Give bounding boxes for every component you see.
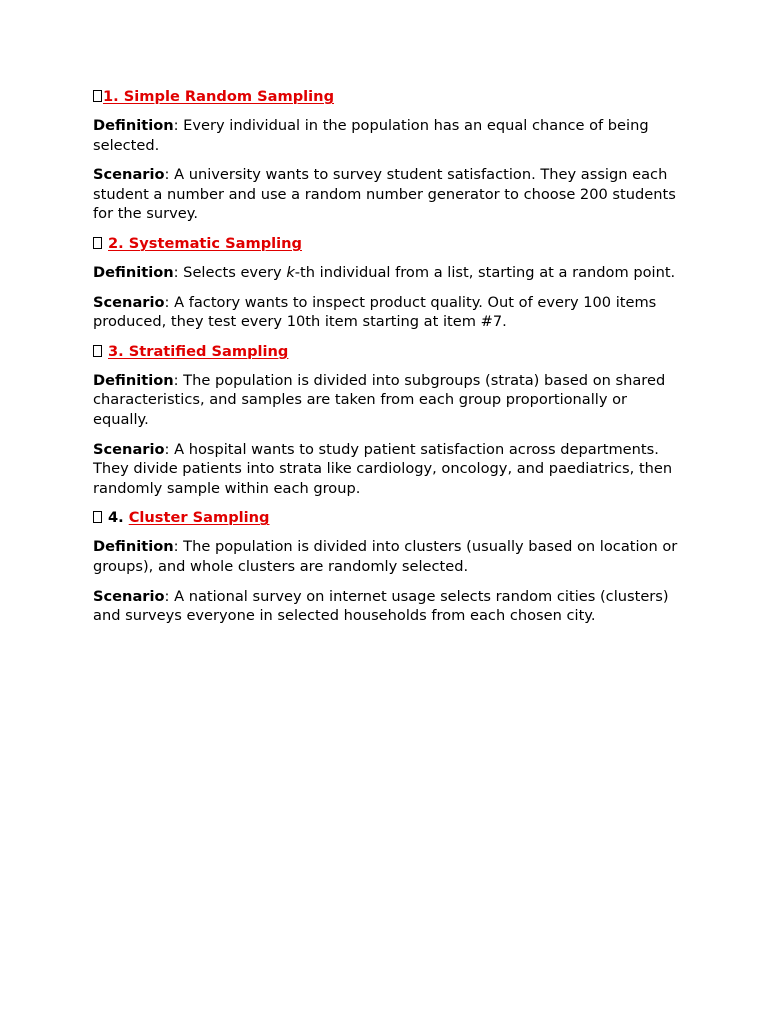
section-heading-systematic xyxy=(93,234,683,253)
section-link-stratified[interactable]: 3. Stratified Sampling xyxy=(108,342,289,360)
definition-text-end: -th individual from a list, starting at a random point. xyxy=(294,263,676,281)
scenario-text: : A university wants to survey student satisfaction. They assign each student a number and use a random number generator to choose 200 students for the survey. xyxy=(93,166,676,223)
scenario-paragraph xyxy=(93,165,683,224)
scenario-text: : A hospital wants to study patient satisfaction across departments. They divide patients into strata like cardiology, oncology, and paediatrics, then randomly sample within each group. xyxy=(93,440,673,497)
scenario-text: : A factory wants to inspect product quality. Out of every 100 items produced, they test every 10th item starting at item #7. xyxy=(93,293,657,331)
scenario-text: : A national survey on internet usage selects random cities (clusters) and surveys everyone in selected households from each chosen city. xyxy=(93,587,669,625)
scenario-label: Scenario xyxy=(93,293,165,311)
section-link-systematic[interactable]: 2. Systematic Sampling xyxy=(108,234,302,252)
missing-glyph-icon xyxy=(93,90,102,102)
missing-glyph-icon xyxy=(93,237,102,249)
definition-text: : Every individual in the population has an equal chance of being selected. xyxy=(93,117,649,154)
definition-label: Definition xyxy=(93,117,174,134)
definition-text-start: : Selects every xyxy=(173,263,287,281)
definition-paragraph xyxy=(93,263,683,283)
definition-variable-k: k xyxy=(286,263,295,281)
definition-paragraph xyxy=(93,116,683,155)
section-heading-simple-random xyxy=(93,87,683,106)
document-page xyxy=(93,87,683,636)
scenario-paragraph xyxy=(93,587,683,626)
definition-paragraph xyxy=(93,371,683,430)
definition-text: : The population is divided into subgroups (strata) based on shared characteristics, and samples are taken from each group proportionally or equally. xyxy=(93,371,666,428)
section-heading-stratified xyxy=(93,342,683,361)
scenario-paragraph xyxy=(93,293,683,332)
definition-paragraph xyxy=(93,537,683,576)
scenario-label: Scenario xyxy=(93,166,165,184)
definition-label: Definition xyxy=(93,263,174,281)
scenario-label: Scenario xyxy=(93,440,165,458)
section-heading-cluster xyxy=(93,508,683,527)
definition-text: : The population is divided into clusters (usually based on location or groups), and whole clusters are randomly selected. xyxy=(93,538,678,575)
scenario-label: Scenario xyxy=(93,587,165,605)
missing-glyph-icon xyxy=(93,345,102,357)
definition-label: Definition xyxy=(93,371,174,389)
scenario-paragraph xyxy=(93,440,683,499)
section-number: 4. xyxy=(108,509,124,527)
section-link-cluster[interactable]: Cluster Sampling xyxy=(128,509,270,527)
missing-glyph-icon xyxy=(93,511,102,523)
section-link-simple-random[interactable]: 1. Simple Random Sampling xyxy=(103,88,335,105)
definition-label: Definition xyxy=(93,538,174,556)
